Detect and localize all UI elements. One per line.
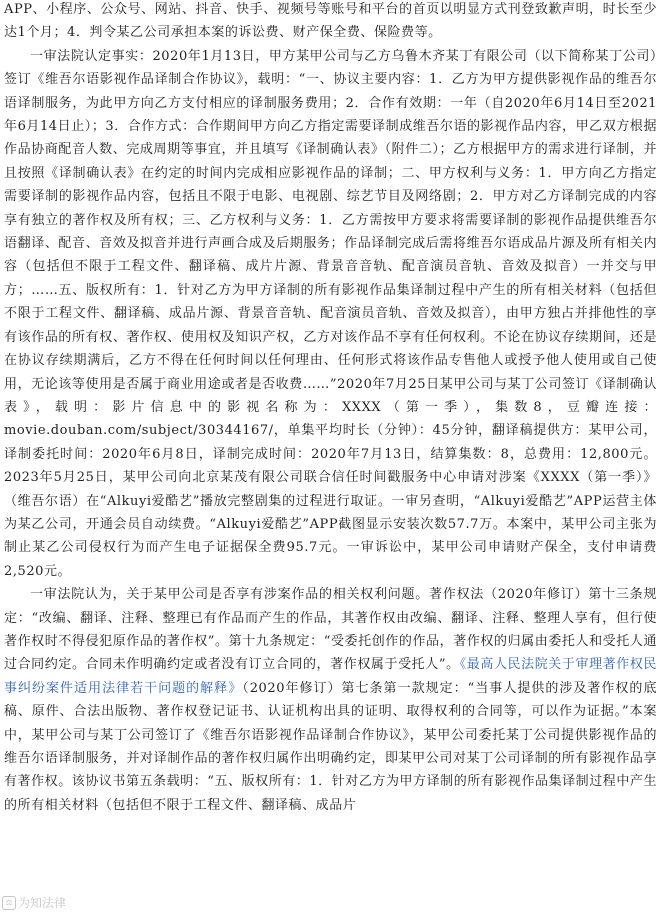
paragraph [4, 0, 657, 45]
paragraph-text: APP、小程序、公众号、网站、抖音、快手、视频号等账号和平台的首页以明显方式刊登致歉声明，时长至少达1个月；4．判令某乙公司承担本案的诉讼费、财产保全费、保险费等。 [4, 2, 657, 41]
watermark-logo-icon: ⚖ [2, 896, 16, 910]
law-citation-link[interactable]: 《最高人民法院关于审理著作权民事纠纷案件适用法律若干问题的解释》 [4, 657, 657, 696]
paragraph [4, 583, 657, 817]
watermark-text: 为知法律 [18, 896, 67, 910]
paragraph-text: （2020年修订）第七条第一款规定：“当事人提供的涉及著作权的底稿、原件、合法出版物、著作权登记证书、认证机构出具的证明、取得权利的合同等，可以作为证据。”本案中，某甲公司与某丁公司签订了《维吾尔语影视作品译制合作协议》，某甲公司委托某丁公司提供影视作品的维吾尔语译制服务，并对译制作品的著作权归属作出明确约定，即某甲公司对某丁公司译制的所有影视作品享有著作权。该协议书第五条载明：“五、版权所有：1．针对乙方为甲方译制的所有影视作品集译制过程中产生的所有相关材料（包括但不限于工程文件、翻译稿、成品片 [4, 680, 657, 813]
paragraph-text: 一审法院认为，关于某甲公司是否享有涉案作品的相关权利问题。著作权法（2020年修订）第十三条规定：“改编、翻译、注释、整理已有作品而产生的作品，其著作权由改编、翻译、注释、整理人享有，但行使著作权时不得侵犯原作品的著作权”。第十九条规定：“受委托创作的作品，著作权的归属由委托人和受托人通过合同约定。合同未作明确约定或者没有订立合同的，著作权属于受托人”。 [4, 587, 657, 673]
watermark [2, 894, 66, 911]
paragraph [4, 45, 657, 583]
paragraph-text: 一审法院认定事实：2020年1月13日，甲方某甲公司与乙方乌鲁木齐某丁有限公司（以下简称某丁公司）签订《维吾尔语影视作品译制合作协议》，载明：“一、协议主要内容：1．乙方为甲方提供影视作品的维吾尔语译制服务，为此甲方向乙方支付相应的译制服务费用；2．合作有效期：一年（自2020年6月14日至2021年6月14日止）；3．合作方式：合作期间甲方向乙方指定需要译制成维吾尔语的影视作品内容，甲乙双方根据作品协商配音人数、完成周期等事宜，并且填写《译制确认表》（附件二）；乙方根据甲方的需求进行译制，并且按照《译制确认表》在约定的时间内完成相应影视作品的译制；二、甲方权利与义务：1．甲方向乙方指定需要译制的影视作品内容，包括且不限于电影、电视剧、综艺节目及网络剧；2．甲方对乙方译制完成的内容享有独立的著作权及所有权；三、乙方权利与义务：1．乙方需按甲方要求将需要译制的影视作品提供维吾尔语翻译、配音、音效及拟音并进行声画合成及后期服务；作品译制完成后需将维吾尔语成品片源及所有相关内容（包括但不限于工程文件、翻译稿、成片片源、背景音音轨、配音演员音轨、音效及拟音）一并交与甲方；……五、版权所有：1．针对乙方为甲方译制的所有影视作品集译制过程中产生的所有相关材料（包括但不限于工程文件、翻译稿、成品片源、背景音音轨、配音演员音轨、音效及拟音），由甲方独占并排他性的享有该作品的所有权、著作权、使用权及知识产权，乙方对该作品不享有任何权利。不论在协议存续期间，还是在协议存续期满后，乙方不得在任何时间以任何理由、任何形式将该作品专售他人或授予他人使用或自己使用，无论该等使用是否属于商业用途或者是否收费……”2020年7月25日某甲公司与某丁公司签订《译制确认表》，载明：影片信息中的影视名称为：XXXX（第一季），集数8，豆瓣连接：movie.douban.com/subject/30344167/，单集平均时长（分钟）：45分钟，翻译稿提供方：某甲公司，译制委托时间：2020年6月8日，译制完成时间：2020年7月13日，结算集数：8，总费用：12,800元。2023年5月25日，某甲公司向北京某茂有限公司联合信任时间戳服务中心申请对涉案《XXXX（第一季）》（维吾尔语）在“Alkuyi爱酷艺”播放完整剧集的过程进行取证。一审另查明，“Alkuyi爱酷艺”APP运营主体为某乙公司，开通会员自动续费。“Alkuyi爱酷艺”APP截图显示安装次数57.7万。本案中，某甲公司主张为制止某乙公司侵权行为而产生电子证据保全费95.7元。一审诉讼中，某甲公司申请财产保全，支付申请费2,520元。 [4, 48, 657, 579]
